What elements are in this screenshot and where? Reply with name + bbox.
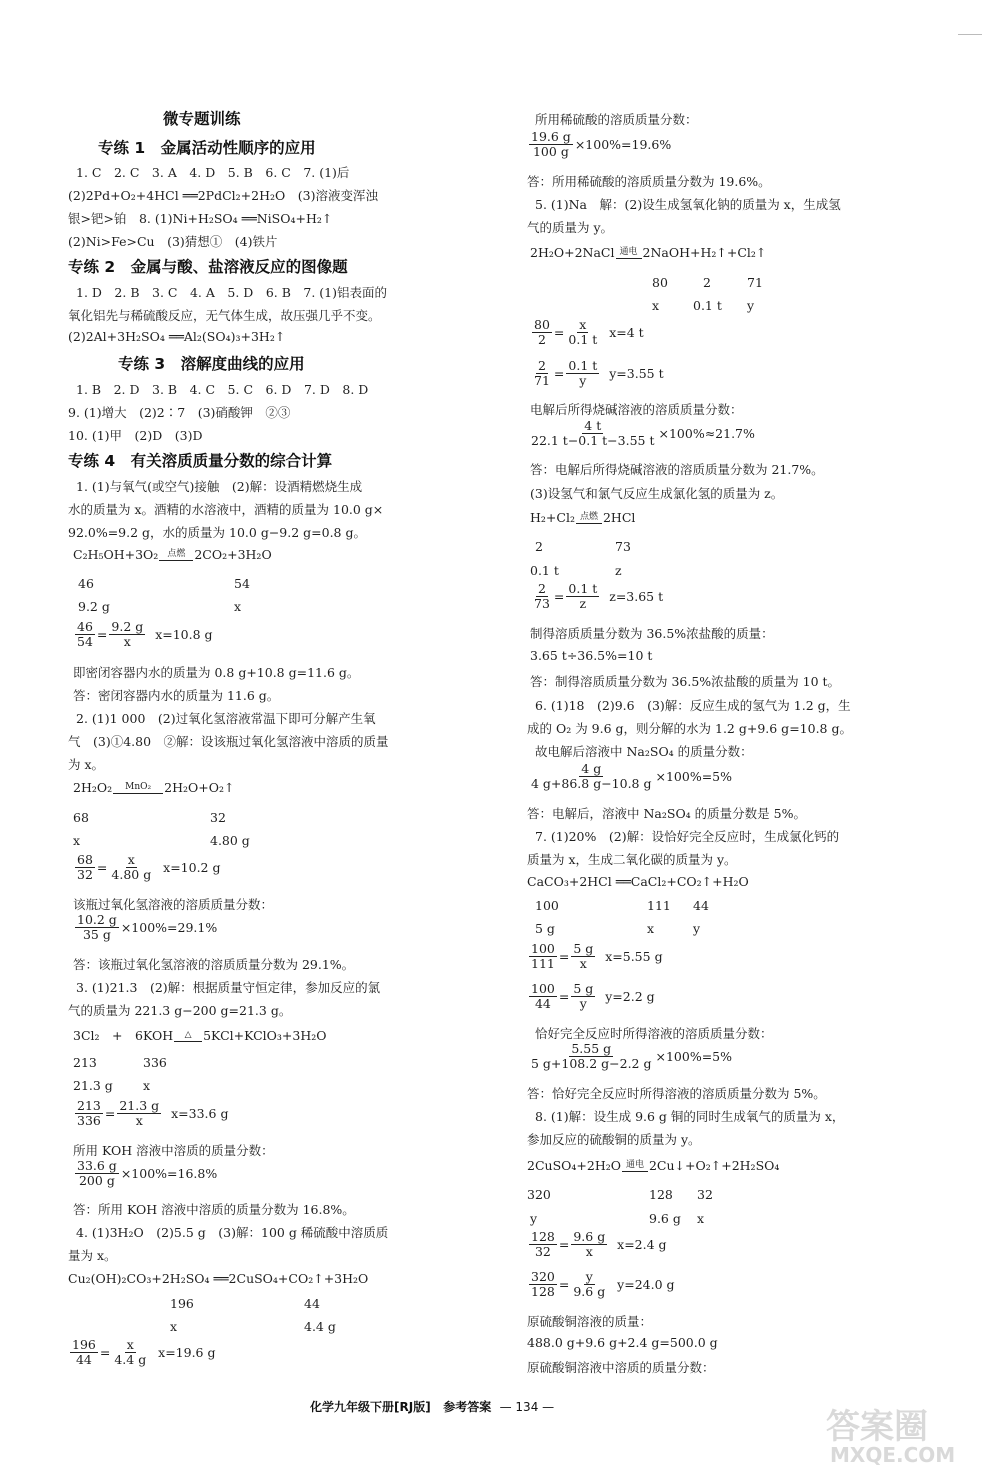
- reaction-arrow: [616, 248, 642, 260]
- fraction: 21.3 g x: [119, 1098, 160, 1129]
- mass-value: 4.4 g: [304, 1319, 336, 1334]
- fraction: 100 111: [531, 941, 555, 972]
- proportion-equation: 46 54 = 9.2 g x x=10.8 g: [77, 619, 213, 650]
- text-line: 答：该瓶过氧化氢溶液的溶质质量分数为 29.1%。: [73, 957, 355, 972]
- eq-left: 2CuSO₄+2H₂O: [527, 1158, 621, 1173]
- corner-mark: [958, 34, 982, 35]
- text-line: 92.0%=9.2 g，水的质量为 10.0 g−9.2 g=0.8 g。: [68, 525, 366, 540]
- eq-right: 2H₂O+O₂↑: [164, 780, 235, 795]
- reaction-arrow: [622, 1161, 648, 1173]
- fraction: 68 32: [77, 852, 93, 883]
- watermark-url: MXQE.COM: [830, 1443, 956, 1467]
- watermark-logo-text: 答案圈: [826, 1407, 928, 1447]
- result: x=19.6 g: [158, 1345, 216, 1361]
- mass-value: 4.80 g: [210, 833, 250, 848]
- text-line: 1. B 2. D 3. B 4. C 5. C 6. D 7. D 8. D: [76, 382, 369, 397]
- chemical-equation: [73, 1026, 327, 1044]
- percent-equation: [527, 130, 671, 160]
- result: x=5.55 g: [605, 949, 663, 965]
- mass-value: 71: [747, 275, 763, 290]
- fraction: x 4.4 g: [114, 1337, 147, 1368]
- text-line: 恰好完全反应时所得溶液的溶质质量分数：: [535, 1026, 773, 1041]
- mass-value: x: [143, 1078, 151, 1093]
- fraction: 0.1 t y: [568, 358, 598, 389]
- text-line: 6. (1)18 (2)9.6 (3)解：反应生成的氢气为 1.2 g，生: [535, 698, 851, 713]
- footer-label: 参考答案: [443, 1400, 492, 1414]
- text-line: (2)2Pd+O₂+4HCl ══2PdCl₂+2H₂O (3)溶液变浑浊: [68, 188, 378, 203]
- proportion-equation: 100 44 = 5 g y y=2.2 g: [531, 981, 655, 1012]
- section-title-3: 专练 3 溶解度曲线的应用: [118, 355, 305, 373]
- eq-right: 2HCl: [602, 510, 636, 525]
- result: ×100%=29.1%: [120, 920, 218, 936]
- mass-value: 54: [234, 576, 250, 591]
- text-line: 量为 x。: [68, 1248, 117, 1263]
- mass-value: 44: [304, 1296, 320, 1311]
- mass-value: 0.1 t: [530, 563, 559, 578]
- mass-value: x: [73, 833, 81, 848]
- text-line: 气的质量为 221.3 g−200 g=21.3 g。: [68, 1003, 292, 1018]
- mass-value: x: [170, 1319, 178, 1334]
- text-line: 8. (1)解：设生成 9.6 g 铜的同时生成氧气的质量为 x，: [535, 1109, 845, 1124]
- text-line: 该瓶过氧化氢溶液的溶质质量分数：: [73, 897, 274, 912]
- mass-value: 46: [78, 576, 94, 591]
- result: ×100%=19.6%: [574, 137, 672, 153]
- fraction: x 4.80 g: [111, 852, 152, 883]
- result: x=10.8 g: [155, 627, 213, 643]
- text-line: 9. (1)增大 (2)2∶7 (3)硝酸钾 ②③: [68, 405, 291, 420]
- text-line: 所用稀硫酸的溶质质量分数：: [535, 112, 698, 127]
- reaction-condition: △: [184, 1029, 192, 1040]
- mass-value: 5 g: [535, 921, 555, 936]
- text-line: 气的质量为 y。: [527, 220, 614, 235]
- mass-value: x: [697, 1211, 705, 1226]
- fraction: 213 336: [77, 1098, 101, 1129]
- text-line: 水的质量为 x。酒精的水溶液中，酒精的质量为 10.0 g×: [68, 502, 384, 517]
- proportion-equation: 2 71 = 0.1 t y y=3.55 t: [534, 358, 664, 389]
- mass-value: 68: [73, 810, 89, 825]
- chemical-equation: [527, 1158, 779, 1173]
- percent-equation: [73, 913, 217, 943]
- result: x=4 t: [609, 325, 644, 341]
- reaction-condition: 通电: [619, 246, 638, 257]
- chemical-equation: [530, 510, 635, 525]
- fraction: x 0.1 t: [568, 317, 598, 348]
- text-line: (2)Ni>Fe>Cu (3)猜想① (4)铁片: [68, 234, 278, 249]
- text-line: 原硫酸铜溶液中溶质的质量分数：: [527, 1360, 715, 1375]
- mass-value: 196: [170, 1296, 194, 1311]
- mass-value: x: [234, 599, 242, 614]
- fraction: 2 73: [534, 581, 550, 612]
- mass-value: 44: [693, 898, 709, 913]
- eq-right: 2CO₂+3H₂O: [194, 547, 272, 562]
- mass-value: y: [693, 921, 701, 936]
- footer-subject: 化学九年级下册[RJ版]: [310, 1400, 431, 1414]
- mass-value: 100: [535, 898, 559, 913]
- chemical-equation: Cu₂(OH)₂CO₃+2H₂SO₄ ══2CuSO₄+CO₂↑+3H₂O: [68, 1271, 369, 1286]
- proportion-equation: 68 32 = x 4.80 g x=10.2 g: [77, 852, 221, 883]
- text-line: 488.0 g+9.6 g+2.4 g=500.0 g: [527, 1335, 718, 1350]
- fraction: $\frac{19.6 g}{100 g}$: [531, 129, 571, 160]
- mass-value: 2: [703, 275, 711, 290]
- fraction: $\frac{33.6 g}{200 g}$: [77, 1158, 117, 1189]
- proportion-equation: 320 128 = y 9.6 g y=24.0 g: [531, 1269, 675, 1300]
- text-line: 氧化铝先与稀硫酸反应，无气体生成，故压强几乎不变。: [68, 308, 381, 323]
- reaction-arrow: [113, 783, 163, 795]
- reaction-condition: 点燃: [167, 548, 186, 559]
- eq-left: 2H₂O+2NaCl: [530, 245, 615, 260]
- percent-equation: [527, 762, 732, 792]
- chemical-equation: [73, 547, 272, 562]
- result: x=2.4 g: [617, 1237, 667, 1253]
- mass-value: 128: [649, 1187, 673, 1202]
- text-line: 答：所用稀硫酸的溶质质量分数为 19.6%。: [527, 174, 771, 189]
- mass-value: 32: [697, 1187, 713, 1202]
- eq-left: 2H₂O₂: [73, 780, 113, 795]
- result: y=24.0 g: [617, 1277, 675, 1293]
- result: y=2.2 g: [605, 989, 655, 1005]
- result: ×100%=16.8%: [120, 1166, 218, 1182]
- mass-value: 21.3 g: [73, 1078, 113, 1093]
- result: x=10.2 g: [163, 860, 221, 876]
- reaction-condition: 点燃: [579, 511, 598, 522]
- text-line: 4. (1)3H₂O (2)5.5 g (3)解：100 g 稀硫酸中溶质质: [76, 1225, 389, 1240]
- fraction: 320 128: [531, 1269, 555, 1300]
- mass-value: z: [615, 563, 622, 578]
- text-line: 为 x。: [68, 757, 105, 772]
- fraction: 196 44: [72, 1337, 96, 1368]
- chemical-equation: CaCO₃+2HCl ══CaCl₂+CO₂↑+H₂O: [527, 874, 749, 889]
- text-line: 故电解后溶液中 Na₂SO₄ 的质量分数：: [535, 744, 753, 759]
- reaction-arrow: [174, 1031, 202, 1043]
- watermark-logo: [818, 1400, 988, 1468]
- fraction: 2 71: [534, 358, 550, 389]
- proportion-equation: 2 73 = 0.1 t z z=3.65 t: [534, 581, 664, 612]
- mass-value: 320: [527, 1187, 551, 1202]
- fraction: 0.1 t z: [568, 581, 598, 612]
- fraction: $\frac{4 g}{4 g+86.8 g-10.8 g}$: [531, 761, 652, 792]
- reaction-arrow: [576, 513, 602, 525]
- fraction: $\frac{5.55 g}{5 g+108.2 g-2.2 g}$: [531, 1041, 652, 1072]
- text-line: 3.65 t÷36.5%=10 t: [530, 648, 653, 663]
- fraction: 128 32: [531, 1229, 555, 1260]
- text-line: 制得溶质质量分数为 36.5%浓盐酸的质量：: [530, 626, 774, 641]
- mass-value: 73: [615, 539, 631, 554]
- result: x=33.6 g: [171, 1106, 229, 1122]
- text-line: 2. (1)1 000 (2)过氧化氢溶液常温下即可分解产生氧: [76, 711, 376, 726]
- fraction: y 9.6 g: [573, 1269, 606, 1300]
- text-line: 答：制得溶质质量分数为 36.5%浓盐酸的质量为 10 t。: [530, 674, 841, 689]
- fraction: $\frac{10.2 g}{35 g}$: [77, 912, 117, 943]
- text-line: 成的 O₂ 为 9.6 g，则分解的水为 1.2 g+9.6 g=10.8 g。: [527, 721, 852, 736]
- section-title-1: 专练 1 金属活动性顺序的应用: [98, 139, 316, 157]
- mass-value: x: [647, 921, 655, 936]
- mass-value: 336: [143, 1055, 167, 1070]
- proportion-equation: 196 44 = x 4.4 g x=19.6 g: [72, 1337, 216, 1368]
- text-line: 答：所用 KOH 溶液中溶质的质量分数为 16.8%。: [73, 1202, 355, 1217]
- text-line: (2)2Al+3H₂SO₄ ══Al₂(SO₄)₃+3H₂↑: [68, 329, 286, 344]
- reaction-condition: MnO₂: [125, 781, 152, 792]
- text-line: 气 (3)①4.80 ②解：设该瓶过氧化氢溶液中溶质的质量: [68, 734, 389, 749]
- proportion-equation: 213 336 = 21.3 g x x=33.6 g: [77, 1098, 229, 1129]
- fraction: 9.2 g x: [111, 619, 144, 650]
- fraction: 80 2: [534, 317, 550, 348]
- text-line: 1. D 2. B 3. C 4. A 5. D 6. B 7. (1)铝表面的: [76, 285, 388, 300]
- section-title-main: 微专题训练: [163, 110, 241, 128]
- result: ×100%≈21.7%: [658, 426, 755, 442]
- text-line: 10. (1)甲 (2)D (3)D: [68, 428, 203, 443]
- percent-equation: [73, 1159, 217, 1189]
- mass-value: 32: [210, 810, 226, 825]
- eq-left: 3Cl₂ + 6KOH: [73, 1028, 174, 1043]
- eq-left: C₂H₅OH+3O₂: [73, 547, 159, 562]
- text-line: 参加反应的硫酸铜的质量为 y。: [527, 1132, 701, 1147]
- mass-value: 213: [73, 1055, 97, 1070]
- proportion-equation: 80 2 = x 0.1 t x=4 t: [534, 317, 644, 348]
- mass-value: x: [652, 298, 660, 313]
- percent-equation: [527, 1042, 732, 1072]
- mass-value: 9.2 g: [78, 599, 110, 614]
- text-line: 答：恰好完全反应时所得溶液的溶质质量分数为 5%。: [527, 1086, 826, 1101]
- reaction-condition: 通电: [625, 1159, 644, 1170]
- proportion-equation: 100 111 = 5 g x x=5.55 g: [531, 941, 663, 972]
- fraction: $\frac{4 t}{22.1 t-0.1 t-3.55 t}$: [531, 418, 655, 449]
- section-title-2: 专练 2 金属与酸、盐溶液反应的图像题: [68, 258, 348, 276]
- text-line: 所用 KOH 溶液中溶质的质量分数：: [73, 1143, 274, 1158]
- fraction: 9.6 g x: [573, 1229, 606, 1260]
- page-number: — 134 —: [499, 1400, 555, 1414]
- mass-value: 111: [647, 898, 671, 913]
- eq-right: 2Cu↓+O₂↑+2H₂SO₄: [648, 1158, 780, 1173]
- mass-value: y: [530, 1211, 538, 1226]
- text-line: 电解后所得烧碱溶液的溶质质量分数：: [530, 402, 743, 417]
- fraction: 46 54: [77, 619, 93, 650]
- text-line: 1. (1)与氧气(或空气)接触 (2)解：设酒精燃烧生成: [76, 479, 363, 494]
- text-line: 答：电解后所得烧碱溶液的溶质质量分数为 21.7%。: [530, 462, 824, 477]
- mass-value: 80: [652, 275, 668, 290]
- percent-equation: [527, 419, 755, 449]
- reaction-arrow: [159, 550, 193, 562]
- section-title-4: 专练 4 有关溶质质量分数的综合计算: [68, 452, 333, 470]
- chemical-equation: [73, 780, 234, 795]
- result: ×100%=5%: [655, 1049, 733, 1065]
- mass-value: 2: [535, 539, 543, 554]
- text-line: 质量为 x，生成二氧化碳的质量为 y。: [527, 852, 737, 867]
- result: ×100%=5%: [655, 769, 733, 785]
- mass-value: 9.6 g: [649, 1211, 681, 1226]
- fraction: 5 g y: [573, 981, 594, 1012]
- text-line: 答：密闭容器内水的质量为 11.6 g。: [73, 688, 280, 703]
- fraction: 100 44: [531, 981, 555, 1012]
- mass-value: y: [747, 298, 755, 313]
- result: y=3.55 t: [609, 366, 664, 382]
- text-line: (3)设氢气和氯气反应生成氯化氢的质量为 z。: [530, 486, 784, 501]
- mass-value: 0.1 t: [693, 298, 722, 313]
- proportion-equation: 128 32 = 9.6 g x x=2.4 g: [531, 1229, 667, 1260]
- chemical-equation: [530, 245, 766, 260]
- eq-right: 2NaOH+H₂↑+Cl₂↑: [642, 245, 767, 260]
- result: z=3.65 t: [609, 589, 664, 605]
- eq-right: 5KCl+KClO₃+3H₂O: [203, 1028, 327, 1043]
- text-line: 5. (1)Na 解：(2)设生成氢氧化钠的质量为 x，生成氢: [535, 197, 841, 212]
- text-line: 1. C 2. C 3. A 4. D 5. B 6. C 7. (1)后: [76, 165, 350, 180]
- fraction: 5 g x: [573, 941, 594, 972]
- page-footer: [310, 1398, 554, 1415]
- text-line: 即密闭容器内水的质量为 0.8 g+10.8 g=11.6 g。: [73, 665, 360, 680]
- text-line: 3. (1)21.3 (2)解：根据质量守恒定律，参加反应的氯: [76, 980, 381, 995]
- text-line: 答：电解后，溶液中 Na₂SO₄ 的质量分数是 5%。: [527, 806, 806, 821]
- text-line: 银>钯>铂 8. (1)Ni+H₂SO₄ ══NiSO₄+H₂↑: [68, 211, 333, 226]
- text-line: 原硫酸铜溶液的质量：: [527, 1314, 653, 1329]
- eq-left: H₂+Cl₂: [530, 510, 575, 525]
- text-line: 7. (1)20% (2)解：设恰好完全反应时，生成氯化钙的: [535, 829, 840, 844]
